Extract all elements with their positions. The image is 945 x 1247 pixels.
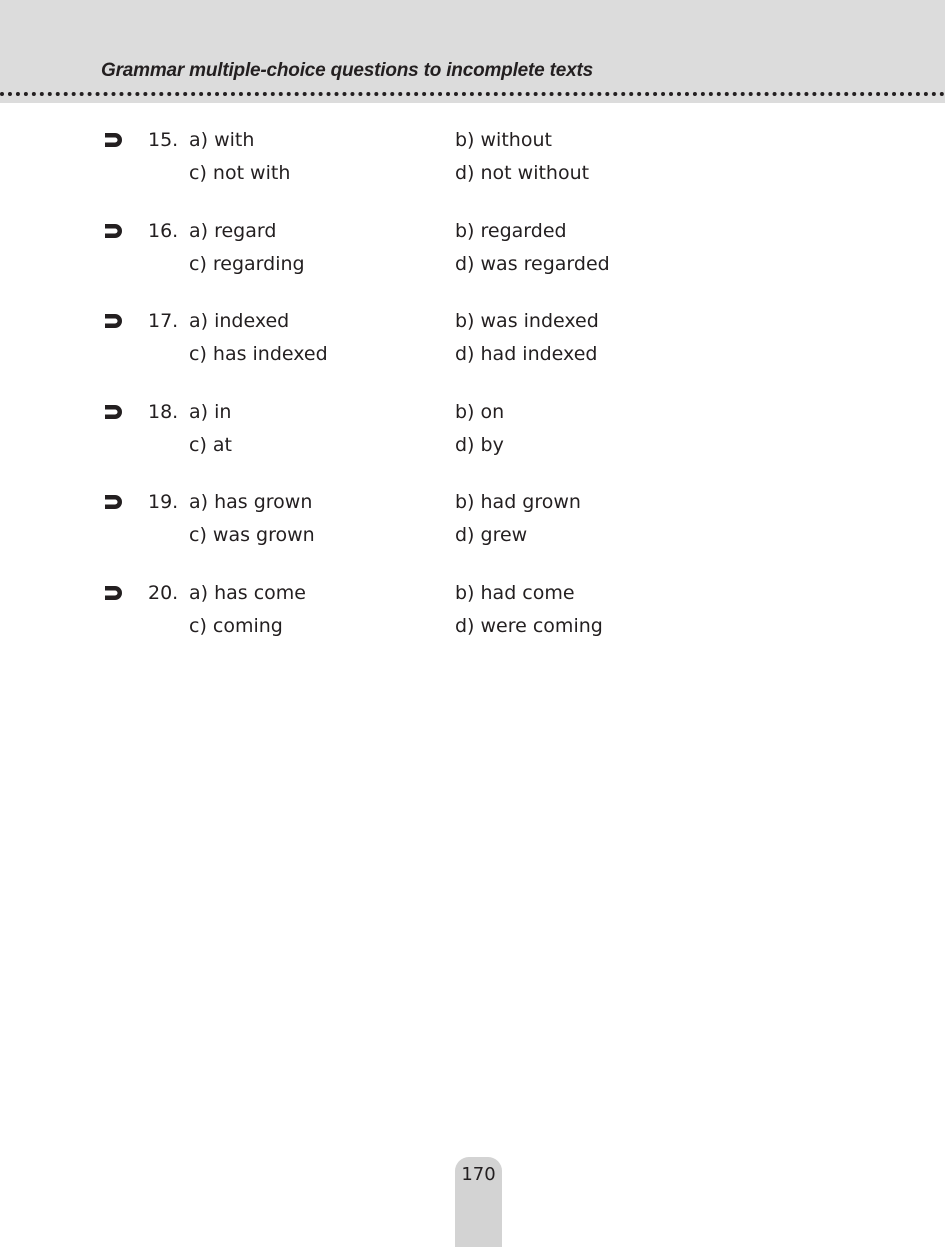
option-b: b) had come <box>455 581 575 604</box>
question-number: 15. <box>148 129 179 151</box>
curved-arrow-icon <box>102 128 126 152</box>
page-number: 170 <box>461 1164 496 1185</box>
question-number: 19. <box>148 491 179 513</box>
question-15 <box>0 126 945 217</box>
option-d: d) not without <box>455 162 590 184</box>
question-number: 18. <box>148 400 179 423</box>
question-number: 20. <box>148 581 179 604</box>
option-a: a) with <box>189 129 255 151</box>
option-c: c) not with <box>189 162 291 184</box>
option-d: d) grew <box>455 524 528 546</box>
option-c: c) has indexed <box>189 343 328 365</box>
question-list <box>0 126 945 669</box>
curved-arrow-icon <box>102 219 126 243</box>
option-c: c) coming <box>189 614 283 637</box>
option-c: c) was grown <box>189 524 315 546</box>
question-number: 16. <box>148 219 179 242</box>
option-b: b) was indexed <box>455 310 599 332</box>
question-19 <box>0 488 945 579</box>
curved-arrow-icon <box>102 581 126 605</box>
curved-arrow-icon <box>102 309 126 333</box>
option-d: d) by <box>455 433 504 456</box>
option-b: b) had grown <box>455 491 581 513</box>
question-20 <box>0 579 945 670</box>
header-band <box>0 0 945 103</box>
question-17 <box>0 307 945 398</box>
option-d: d) were coming <box>455 614 603 637</box>
page-number-tab <box>455 1157 502 1247</box>
question-16 <box>0 217 945 308</box>
option-a: a) has come <box>189 581 306 604</box>
option-c: c) regarding <box>189 252 305 275</box>
curved-arrow-icon <box>102 490 126 514</box>
question-18 <box>0 398 945 489</box>
page-title: Grammar multiple-choice questions to incomplete texts <box>101 60 593 81</box>
option-a: a) in <box>189 400 232 423</box>
option-d: d) had indexed <box>455 343 598 365</box>
option-a: a) has grown <box>189 491 313 513</box>
option-d: d) was regarded <box>455 252 610 275</box>
curved-arrow-icon <box>102 400 126 424</box>
option-b: b) regarded <box>455 219 567 242</box>
option-b: b) without <box>455 129 552 151</box>
question-number: 17. <box>148 310 179 332</box>
option-b: b) on <box>455 400 505 423</box>
option-c: c) at <box>189 433 232 456</box>
option-a: a) indexed <box>189 310 290 332</box>
header-divider <box>0 92 945 96</box>
option-a: a) regard <box>189 219 277 242</box>
